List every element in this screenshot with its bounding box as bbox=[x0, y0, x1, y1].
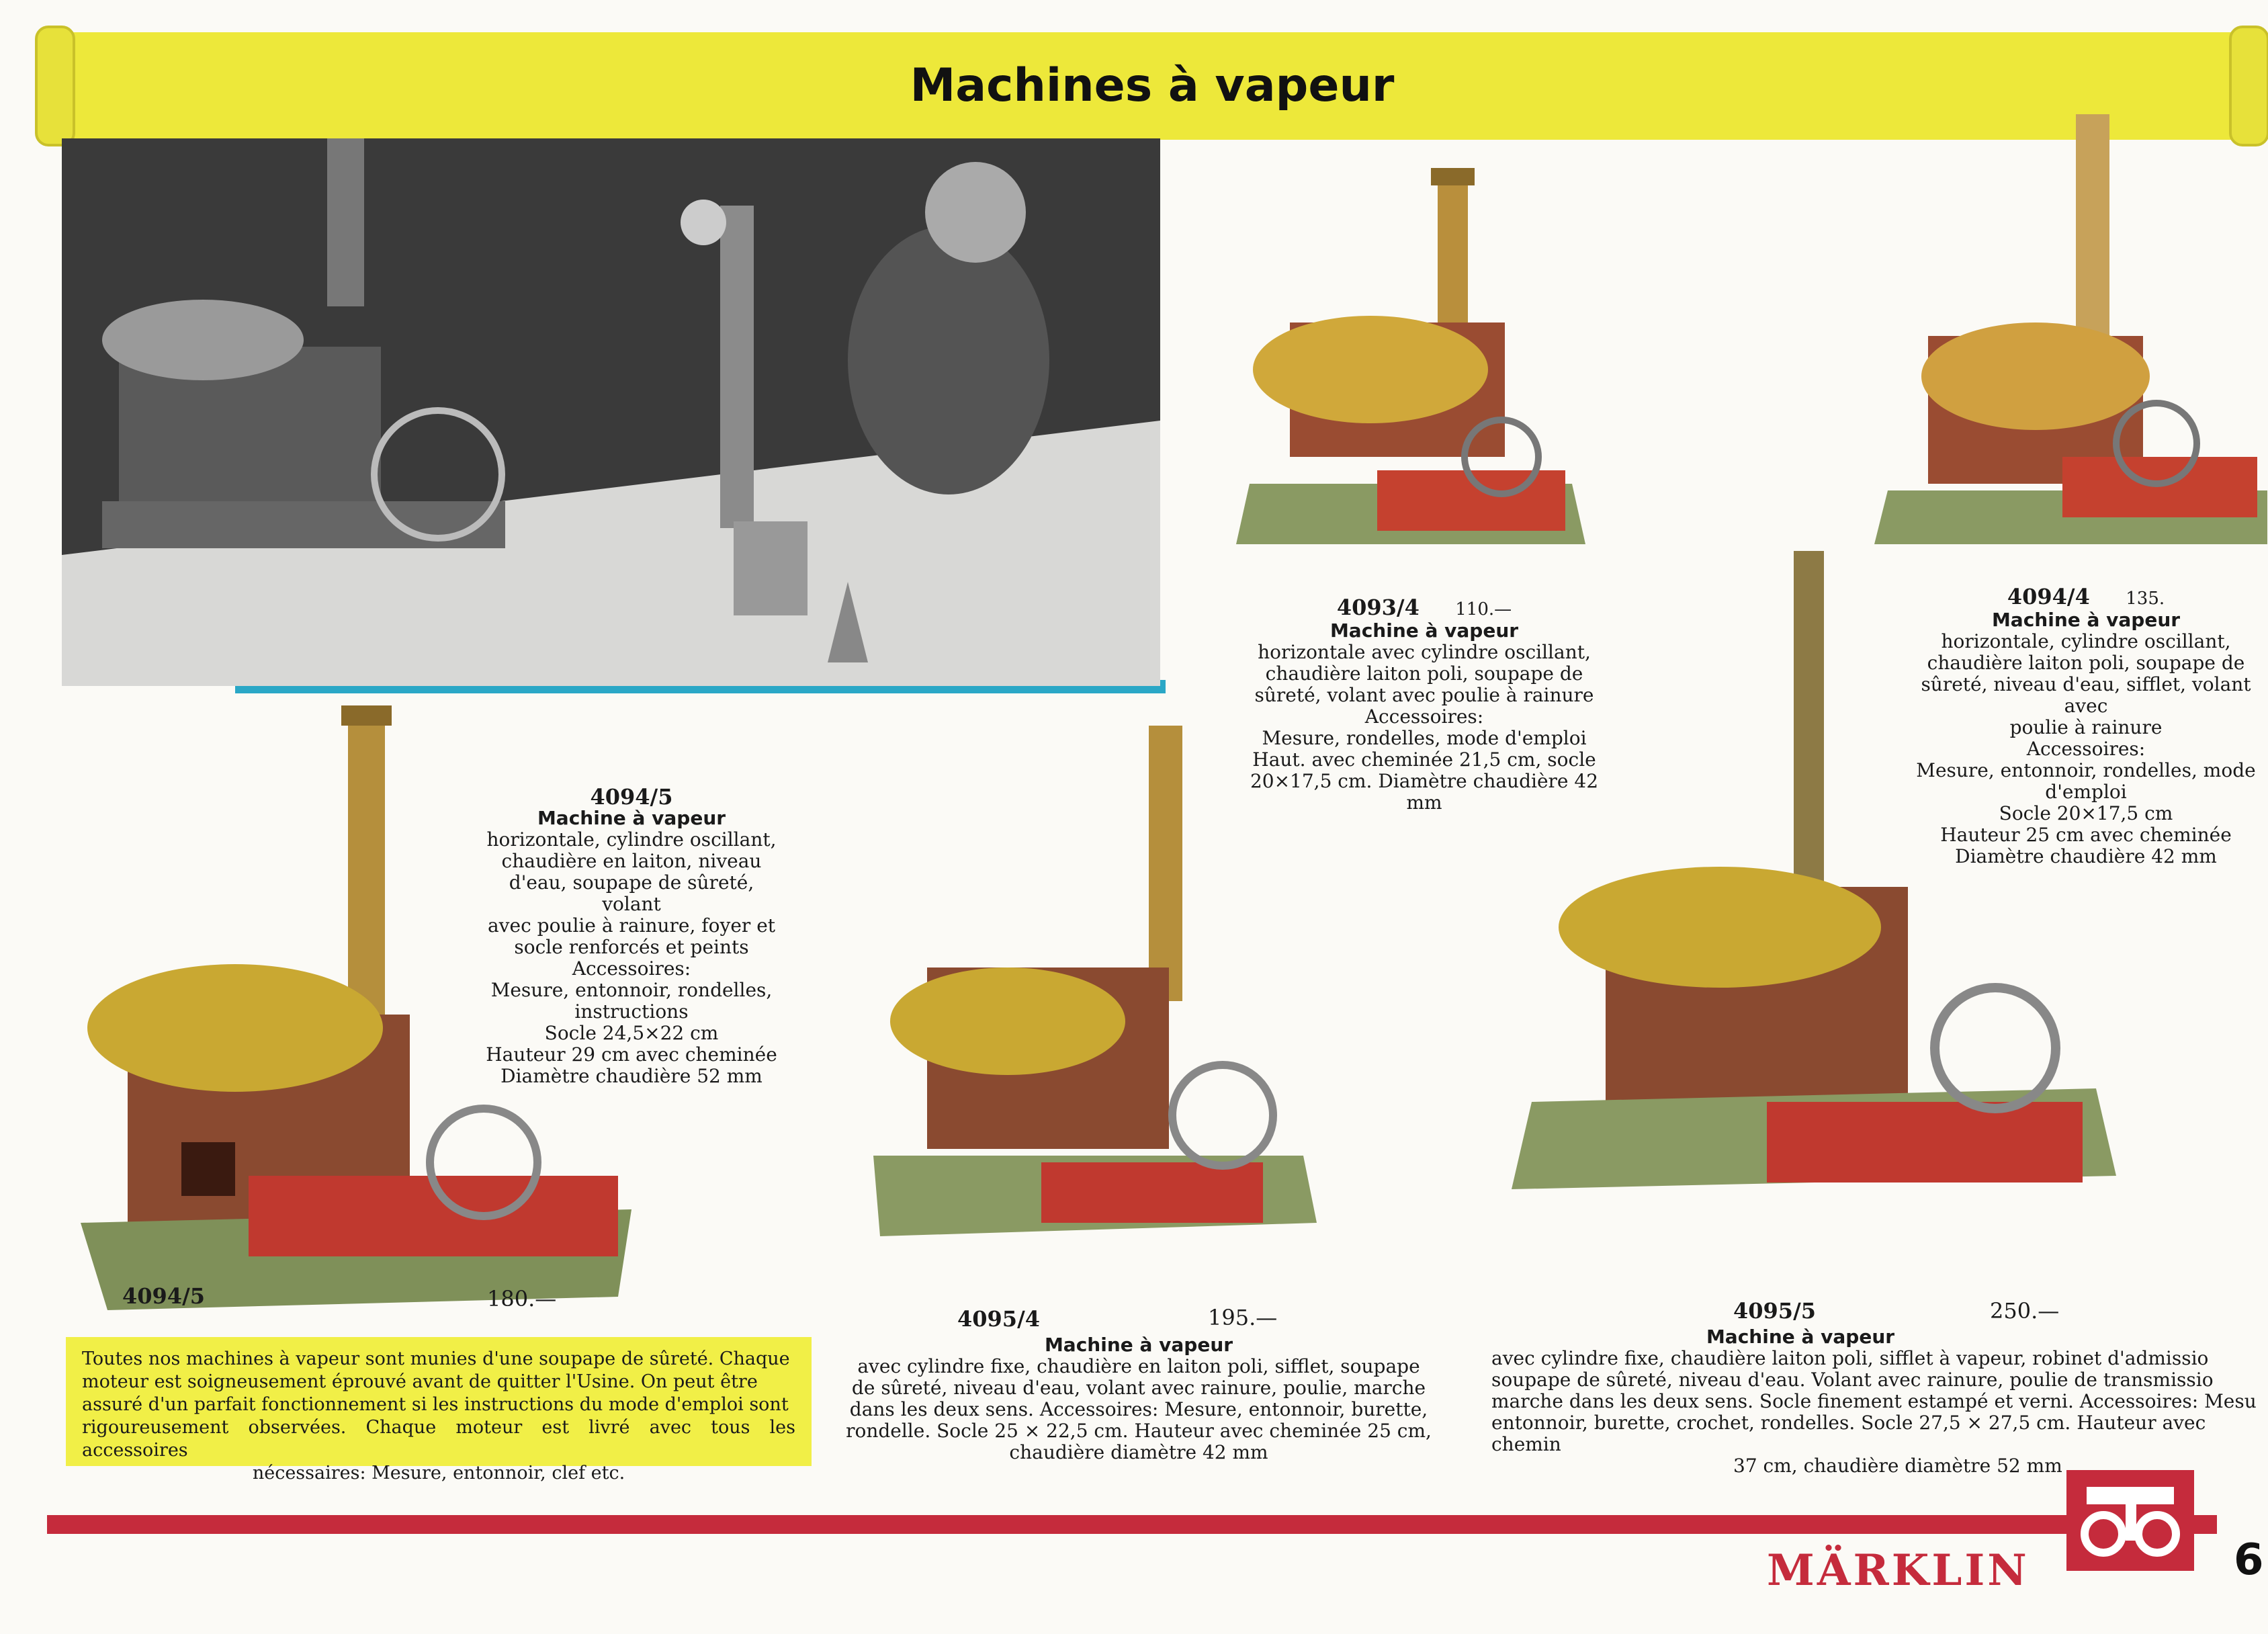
brand-name: MÄRKLIN bbox=[1767, 1545, 2030, 1596]
desc-line: avec cylindre fixe, chaudière laiton poli, sifflet à vapeur, robinet d'admissio bbox=[1491, 1347, 2209, 1369]
desc-line: Diamètre chaudière 52 mm bbox=[500, 1065, 762, 1087]
product-4094-5-price: 180.— bbox=[487, 1286, 557, 1312]
desc-line: chaudière laiton poli, soupape de bbox=[1265, 662, 1583, 685]
workshop-photo bbox=[62, 138, 1160, 686]
desc-line: de sûreté, niveau d'eau, volant avec rainure, poulie, marche bbox=[851, 1377, 1426, 1399]
desc-line: Socle 24,5×22 cm bbox=[544, 1022, 719, 1044]
desc-line: avec cylindre fixe, chaudière en laiton poli, sifflet, soupape bbox=[857, 1355, 1420, 1377]
desc-line: 37 cm, chaudière diamètre 52 mm bbox=[1733, 1455, 2062, 1477]
note-line: assuré d'un parfait fonctionnement si les instructions du mode d'emploi sont bbox=[82, 1394, 789, 1415]
desc-line: sûreté, volant avec poulie à rainure bbox=[1254, 684, 1594, 706]
product-heading: Machine à vapeur bbox=[537, 807, 726, 829]
desc-line: Diamètre chaudière 42 mm bbox=[1955, 845, 2217, 867]
product-heading: Machine à vapeur bbox=[1329, 619, 1519, 642]
desc-line: chaudière diamètre 42 mm bbox=[1009, 1441, 1268, 1463]
desc-line: Mesure, rondelles, mode d'emploi bbox=[1262, 727, 1587, 749]
desc-line: Accessoires: bbox=[572, 957, 691, 980]
product-4094-4-description bbox=[1908, 586, 2264, 867]
product-heading: Machine à vapeur bbox=[1044, 1334, 1233, 1356]
marklin-logo-icon bbox=[2066, 1470, 2194, 1571]
product-4095-5-description bbox=[1491, 1326, 2268, 1477]
desc-line: avec poulie à rainure, foyer et bbox=[487, 914, 776, 937]
desc-line: chaudière en laiton, niveau bbox=[501, 850, 762, 872]
desc-line: socle renforcés et peints bbox=[514, 936, 749, 958]
product-4094-5-code-label: 4094/5 bbox=[122, 1283, 206, 1309]
product-4095-5-code: 4095/5 bbox=[1733, 1298, 1817, 1324]
desc-line: sûreté, niveau d'eau, sifflet, volant avec bbox=[1921, 673, 2251, 717]
product-4095-4-description bbox=[843, 1334, 1434, 1463]
desc-line: d'emploi bbox=[2045, 781, 2127, 803]
desc-line: Accessoires: bbox=[1364, 705, 1484, 728]
product-4093-4-description bbox=[1236, 597, 1612, 814]
product-4094-5-description bbox=[477, 786, 786, 1087]
desc-line: soupape de sûreté, niveau d'eau. Volant avec rainure, poulie de transmissio bbox=[1491, 1369, 2214, 1391]
desc-line: Hauteur 25 cm avec cheminée bbox=[1940, 824, 2232, 846]
note-line: moteur est soigneusement éprouvé avant de quitter l'Usine. On peut être bbox=[82, 1371, 758, 1392]
steam-engine-4093-4-illustration bbox=[1223, 168, 1599, 578]
note-line: rigoureusement observées. Chaque moteur est livré avec tous les accessoires bbox=[82, 1417, 795, 1461]
desc-line: Socle 20×17,5 cm bbox=[1999, 802, 2173, 824]
note-line: Toutes nos machines à vapeur sont munies d'une soupape de sûreté. Chaque bbox=[82, 1348, 790, 1369]
product-heading: Machine à vapeur bbox=[1991, 609, 2181, 631]
note-line: nécessaires: Mesure, entonnoir, clef etc. bbox=[252, 1463, 625, 1484]
desc-line: Hauteur 29 cm avec cheminée bbox=[486, 1043, 777, 1066]
desc-line: horizontale avec cylindre oscillant, bbox=[1258, 641, 1591, 663]
product-price: 110.— bbox=[1455, 599, 1512, 619]
product-code: 4094/4 bbox=[2007, 584, 2090, 609]
footer-rule bbox=[47, 1515, 2217, 1534]
product-price: 135. bbox=[2126, 589, 2165, 609]
product-4095-4-price: 195.— bbox=[1208, 1305, 1278, 1330]
desc-line: entonnoir, burette, crochet, rondelles. Socle 27,5 × 27,5 cm. Hauteur avec chemin bbox=[1491, 1412, 2206, 1455]
desc-line: 20×17,5 cm. Diamètre chaudière 42 mm bbox=[1250, 770, 1599, 814]
desc-line: horizontale, cylindre oscillant, bbox=[486, 828, 777, 851]
desc-line: Accessoires: bbox=[2026, 738, 2146, 760]
product-4095-4-code: 4095/4 bbox=[957, 1306, 1041, 1332]
page-number: 6 bbox=[2234, 1535, 2264, 1585]
safety-note bbox=[66, 1337, 812, 1484]
product-4095-5-price: 250.— bbox=[1990, 1298, 2060, 1324]
desc-line: rondelle. Socle 25 × 22,5 cm. Hauteur avec cheminée 25 cm, bbox=[846, 1420, 1432, 1442]
desc-line: marche dans les deux sens. Socle finement estampé et verni. Accessoires: Mesu bbox=[1491, 1390, 2257, 1412]
desc-line: Mesure, entonnoir, rondelles, mode bbox=[1916, 759, 2256, 781]
desc-line: instructions bbox=[574, 1000, 689, 1023]
product-heading: Machine à vapeur bbox=[1706, 1326, 1895, 1348]
desc-line: dans les deux sens. Accessoires: Mesure, entonnoir, burette, bbox=[849, 1398, 1428, 1420]
desc-line: Haut. avec cheminée 21,5 cm, socle bbox=[1252, 748, 1596, 771]
desc-line: chaudière laiton poli, soupape de bbox=[1927, 652, 2245, 674]
desc-line: d'eau, soupape de sûreté, volant bbox=[509, 871, 754, 915]
product-code: 4094/5 bbox=[590, 784, 673, 810]
page-title: Machines à vapeur bbox=[910, 59, 1395, 112]
product-code: 4093/4 bbox=[1336, 595, 1420, 620]
desc-line: poulie à rainure bbox=[2009, 716, 2163, 738]
desc-line: horizontale, cylindre oscillant, bbox=[1941, 630, 2231, 652]
desc-line: Mesure, entonnoir, rondelles, bbox=[490, 979, 773, 1001]
steam-engine-4094-4-illustration bbox=[1874, 114, 2267, 585]
